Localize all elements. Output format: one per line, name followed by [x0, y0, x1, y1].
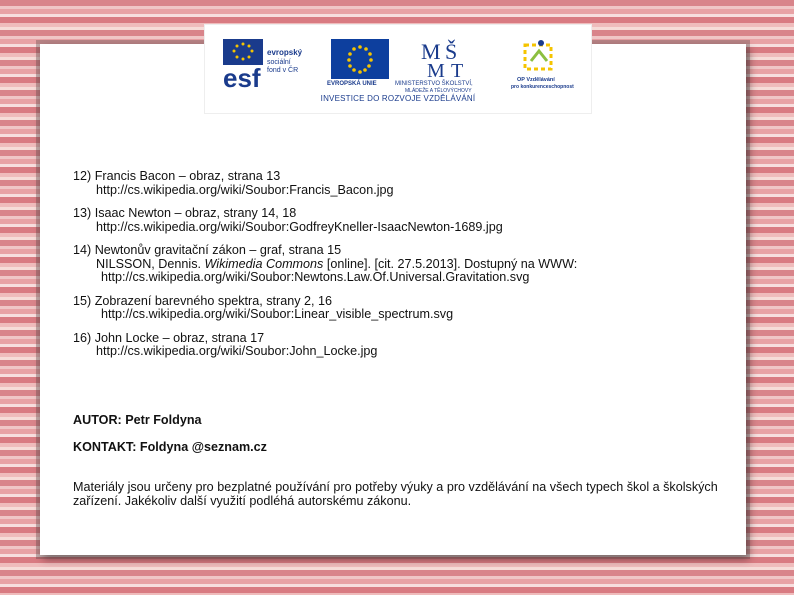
esf-text-2: sociální — [267, 59, 291, 66]
esf-text-1: evropský — [267, 48, 303, 57]
msmt-logo — [395, 37, 505, 95]
author-line: AUTOR: Petr Foldyna — [73, 413, 202, 427]
reference-url[interactable]: http://cs.wikipedia.org/wiki/Soubor:Linear_visible_spectrum.svg — [101, 307, 454, 321]
logo-banner — [204, 24, 592, 114]
reference-item-14 — [73, 244, 733, 285]
reference-item-12 — [73, 170, 733, 197]
citation-author: NILSSON, Dennis. — [96, 256, 205, 271]
reference-title: 12) Francis Bacon – obraz, strana 13 — [73, 169, 281, 183]
op-caption-1: OP Vzdělávání — [517, 77, 555, 83]
reference-item-16 — [73, 332, 733, 359]
citation-details: [online]. [cit. 27.5.2013]. Dostupný na WWW: — [323, 256, 578, 271]
eu-caption: EVROPSKÁ UNIE — [327, 81, 377, 87]
eu-flag-icon — [331, 39, 389, 79]
license-notice: Materiály jsou určeny pro bezplatné používání pro potřeby výuky a pro vzdělávání na všech typech škol a školských zařízení. Jakékoliv další využití podléhá autorskému zákonu. — [73, 480, 718, 508]
reference-url[interactable]: http://cs.wikipedia.org/wiki/Soubor:GodfreyKneller-IsaacNewton-1689.jpg — [96, 219, 503, 234]
svg-text:Š: Š — [445, 39, 458, 64]
reference-url[interactable]: http://cs.wikipedia.org/wiki/Soubor:Newtons.Law.Of.Universal.Gravitation.svg — [101, 270, 530, 284]
esf-logo — [223, 39, 319, 91]
banner-caption: INVESTICE DO ROZVOJE VZDĚLÁVÁNÍ — [320, 94, 476, 103]
op-caption-2: pro konkurenceschopnost — [511, 84, 574, 90]
msmt-caption-1: MINISTERSTVO ŠKOLSTVÍ, — [395, 81, 473, 87]
svg-text:M: M — [427, 60, 445, 82]
op-logo — [511, 39, 585, 97]
reference-item-13 — [73, 207, 733, 234]
reference-title: 14) Newtonův gravitační zákon – graf, strana 15 — [73, 243, 342, 257]
reference-url[interactable]: http://cs.wikipedia.org/wiki/Soubor:Francis_Bacon.jpg — [96, 182, 394, 197]
esf-text-3: fond v ČR — [267, 67, 299, 74]
reference-url[interactable]: http://cs.wikipedia.org/wiki/Soubor:John_Locke.jpg — [96, 344, 378, 358]
reference-item-15 — [73, 295, 733, 322]
reference-title: 16) John Locke – obraz, strana 17 — [73, 330, 265, 345]
reference-list — [73, 170, 733, 369]
contact-line: KONTAKT: Foldyna @seznam.cz — [73, 440, 267, 454]
reference-citation — [73, 258, 733, 272]
reference-title: 15) Zobrazení barevného spektra, strany 2, 16 — [73, 293, 333, 308]
citation-source: Wikimedia Commons — [204, 256, 324, 271]
svg-text:T: T — [451, 60, 464, 82]
msmt-caption-2: MLÁDEŽE A TĚLOVÝCHOVY — [405, 88, 472, 94]
svg-text:M: M — [421, 39, 441, 64]
reference-title: 13) Isaac Newton – obraz, strany 14, 18 — [73, 206, 297, 220]
svg-text:esf: esf — [223, 63, 261, 91]
